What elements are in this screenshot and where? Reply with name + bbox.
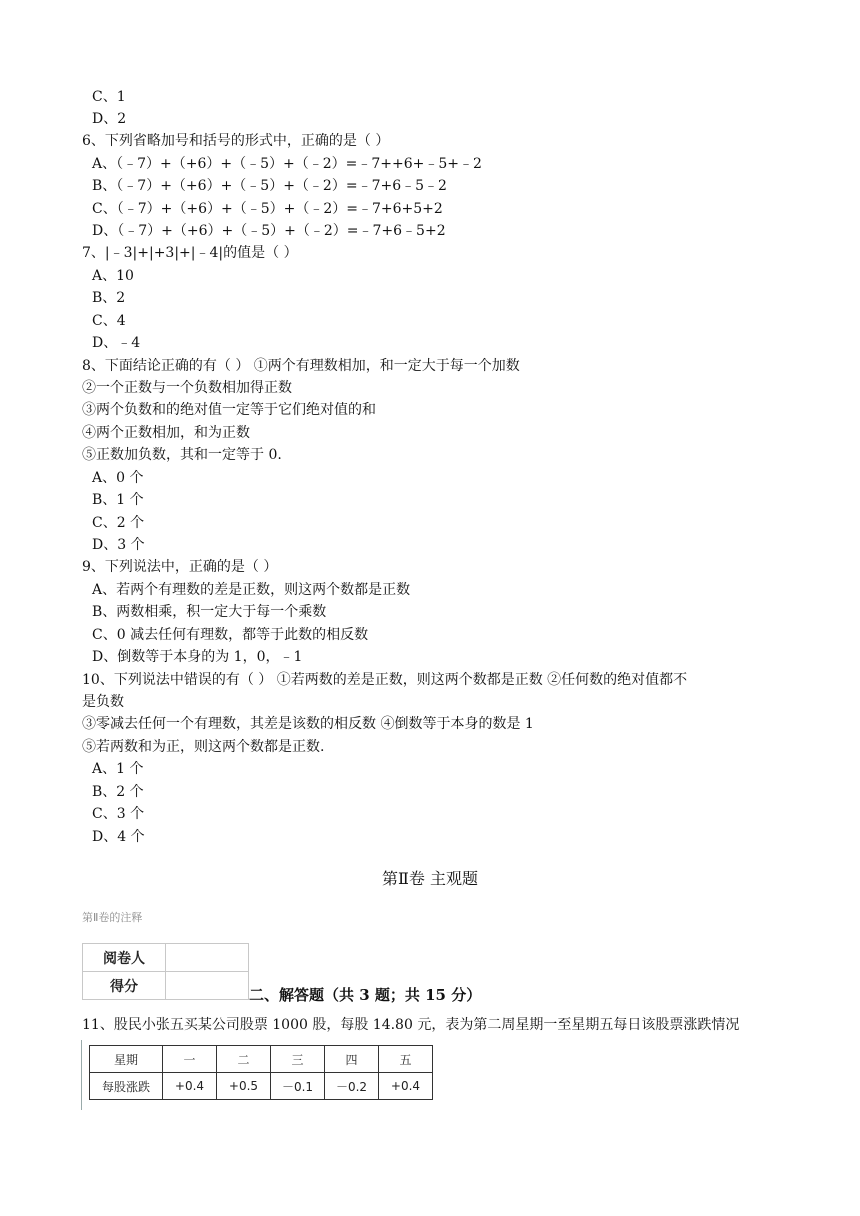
section-heading: 二、解答题（共 3 题；共 15 分）: [249, 986, 482, 1004]
option-line: A、（﹣7）+（+6）+（﹣5）+（﹣2）=﹣7++6+﹣5+﹣2: [92, 156, 482, 172]
option-line: C、1: [92, 89, 126, 105]
option-line: B、（﹣7）+（+6）+（﹣5）+（﹣2）=﹣7+6﹣5﹣2: [92, 178, 447, 194]
stock-change-row: [90, 1073, 433, 1100]
option-line: D、（﹣7）+（+6）+（﹣5）+（﹣2）=﹣7+6﹣5+2: [92, 223, 446, 239]
question-line: 10、下列说法中错误的有（ ） ①若两数的差是正数，则这两个数都是正数 ②任何数的绝对值都不: [82, 672, 688, 688]
option-line: A、10: [92, 268, 134, 284]
grader-label: 阅卷人: [83, 944, 166, 972]
question-line: 是负数: [82, 694, 124, 710]
stock-change: +0.5: [217, 1073, 271, 1100]
option-line: D、﹣4: [92, 335, 141, 351]
stock-day: 五: [379, 1046, 433, 1073]
option-line: B、2: [92, 290, 126, 306]
option-line: B、2 个: [92, 784, 144, 800]
option-line: D、2: [92, 111, 127, 127]
stock-day: 二: [217, 1046, 271, 1073]
option-line: A、0 个: [92, 470, 144, 486]
stock-day: 三: [271, 1046, 325, 1073]
option-line: C、（﹣7）+（+6）+（﹣5）+（﹣2）=﹣7+6+5+2: [92, 201, 443, 217]
option-line: B、两数相乘，积一定大于每一个乘数: [92, 604, 327, 620]
option-line: B、1 个: [92, 492, 144, 508]
section-title: 第Ⅱ卷 主观题: [382, 869, 478, 888]
stock-table: [89, 1045, 433, 1100]
stock-day: 一: [163, 1046, 217, 1073]
question-line: ⑤若两数和为正，则这两个数都是正数.: [82, 739, 325, 755]
option-line: D、3 个: [92, 537, 145, 553]
stock-change: +0.4: [163, 1073, 217, 1100]
stock-change: －0.2: [325, 1073, 379, 1100]
grader-blank-cell[interactable]: [166, 944, 249, 972]
option-line: C、4: [92, 313, 126, 329]
stock-header-label: 星期: [90, 1046, 163, 1073]
question-line: 6、下列省略加号和括号的形式中，正确的是（ ）: [82, 133, 390, 149]
option-line: A、1 个: [92, 761, 144, 777]
question-line: 7、|﹣3|+|+3|+|﹣4|的值是（ ）: [82, 245, 298, 261]
stock-day: 四: [325, 1046, 379, 1073]
score-label: 得分: [83, 972, 166, 1000]
option-line: D、4 个: [92, 829, 145, 845]
option-line: D、倒数等于本身的为 1，0，﹣1: [92, 649, 303, 665]
question-line: 8、下面结论正确的有（ ） ①两个有理数相加，和一定大于每一个加数: [82, 358, 520, 374]
question-line: ④两个正数相加，和为正数: [82, 425, 250, 441]
option-line: C、2 个: [92, 515, 145, 531]
question-line: ③两个负数和的绝对值一定等于它们绝对值的和: [82, 402, 376, 418]
score-blank-cell[interactable]: [166, 972, 249, 1000]
stock-table-image: [81, 1040, 437, 1110]
question-line: ②一个正数与一个负数相加得正数: [82, 380, 292, 396]
question-line: ③零减去任何一个有理数，其差是该数的相反数 ④倒数等于本身的数是 1: [82, 716, 534, 732]
stock-header-row: [90, 1046, 433, 1073]
option-line: C、0 减去任何有理数，都等于此数的相反数: [92, 627, 369, 643]
option-line: C、3 个: [92, 806, 145, 822]
grader-table: [82, 943, 249, 1000]
stock-change: －0.1: [271, 1073, 325, 1100]
question-line: 9、下列说法中，正确的是（ ）: [82, 559, 278, 575]
section-note: 第Ⅱ卷的注释: [82, 911, 143, 924]
question-line: ⑤正数加负数，其和一定等于 0.: [82, 447, 282, 463]
stock-change: +0.4: [379, 1073, 433, 1100]
option-line: A、若两个有理数的差是正数，则这两个数都是正数: [92, 582, 411, 598]
stock-row-label: 每股涨跌: [90, 1073, 163, 1100]
question-11-text: 11、股民小张五买某公司股票 1000 股，每股 14.80 元，表为第二周星期一至星期五每日该股票涨跌情况: [82, 1017, 740, 1033]
